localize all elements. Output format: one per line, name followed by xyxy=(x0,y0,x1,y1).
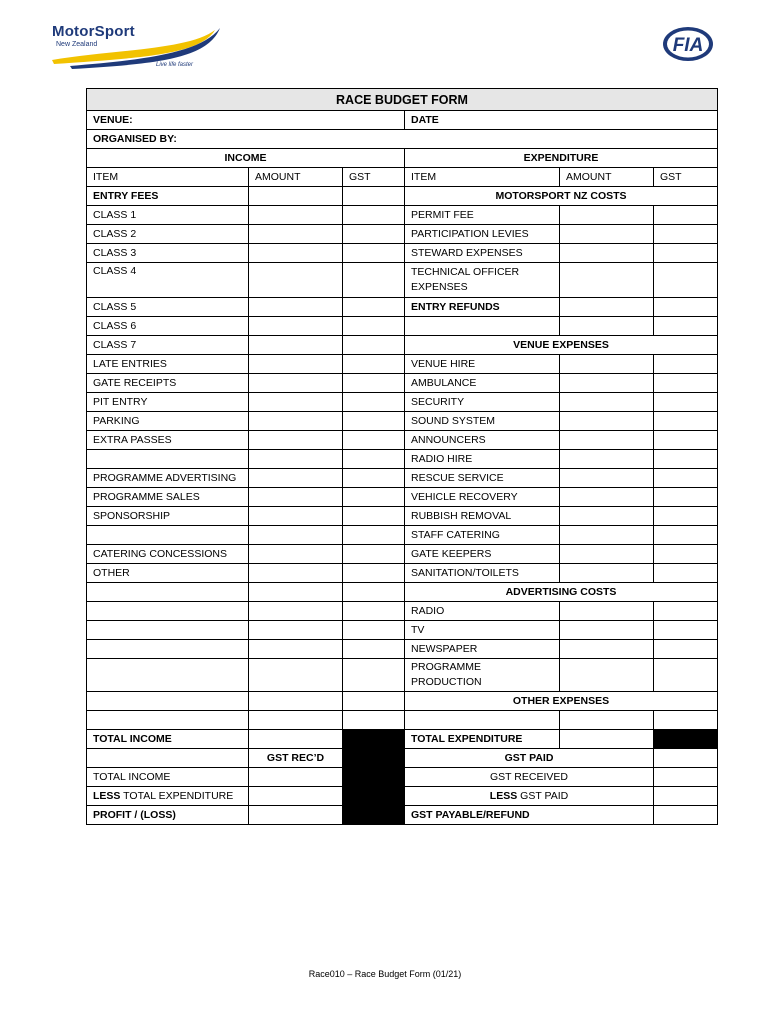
expense-item: AMBULANCE xyxy=(405,374,560,393)
blacked-out-cell xyxy=(343,749,405,768)
amount-cell[interactable] xyxy=(249,187,343,206)
income-heading: INCOME xyxy=(87,149,405,168)
gst-cell[interactable] xyxy=(343,488,405,507)
income-item-blank[interactable] xyxy=(87,692,249,711)
amount-cell[interactable] xyxy=(249,412,343,431)
amount-cell[interactable] xyxy=(249,450,343,469)
gst-cell[interactable] xyxy=(343,659,405,692)
summary-spacer xyxy=(654,749,718,768)
gst-cell[interactable] xyxy=(343,526,405,545)
amount-cell[interactable] xyxy=(560,244,654,263)
fia-logo xyxy=(662,26,714,62)
income-item: CATERING CONCESSIONS xyxy=(87,545,249,564)
gst-payable-refund-value[interactable] xyxy=(654,806,718,825)
gst-cell[interactable] xyxy=(654,317,718,336)
income-item: PARKING xyxy=(87,412,249,431)
income-item: CLASS 5 xyxy=(87,298,249,317)
expense-item: GATE KEEPERS xyxy=(405,545,560,564)
blacked-out-cell xyxy=(654,730,718,749)
motorsport-nz-costs-heading: MOTORSPORT NZ COSTS xyxy=(405,187,718,206)
expense-item: RADIO HIRE xyxy=(405,450,560,469)
gst-recd-heading: GST REC’D xyxy=(249,749,343,768)
gst-cell[interactable] xyxy=(343,545,405,564)
amount-cell[interactable] xyxy=(560,450,654,469)
profit-loss-value[interactable] xyxy=(249,806,343,825)
expense-item: TECHNICAL OFFICER EXPENSES xyxy=(405,263,560,298)
gst-cell[interactable] xyxy=(654,621,718,640)
venue-expenses-heading: VENUE EXPENSES xyxy=(405,336,718,355)
gst-cell[interactable] xyxy=(343,583,405,602)
amount-cell[interactable] xyxy=(249,583,343,602)
income-item: SPONSORSHIP xyxy=(87,507,249,526)
summary-total-income-label: TOTAL INCOME xyxy=(87,768,249,787)
total-expenditure-amount[interactable] xyxy=(560,730,654,749)
income-item: EXTRA PASSES xyxy=(87,431,249,450)
income-item: CLASS 3 xyxy=(87,244,249,263)
gst-cell[interactable] xyxy=(654,488,718,507)
amount-cell[interactable] xyxy=(249,244,343,263)
expenditure-heading: EXPENDITURE xyxy=(405,149,718,168)
gst-cell[interactable] xyxy=(343,355,405,374)
summary-spacer xyxy=(87,749,249,768)
expense-item: SECURITY xyxy=(405,393,560,412)
gst-cell[interactable] xyxy=(343,187,405,206)
blacked-out-cell xyxy=(343,806,405,825)
amount-cell[interactable] xyxy=(560,298,654,317)
gst-cell[interactable] xyxy=(343,412,405,431)
amount-cell[interactable] xyxy=(249,488,343,507)
amount-cell[interactable] xyxy=(560,431,654,450)
less-gst-paid-value[interactable] xyxy=(654,787,718,806)
gst-cell[interactable] xyxy=(343,263,405,298)
gst-cell[interactable] xyxy=(654,412,718,431)
amount-cell[interactable] xyxy=(560,564,654,583)
amount-cell[interactable] xyxy=(560,640,654,659)
amount-cell[interactable] xyxy=(249,469,343,488)
blacked-out-cell xyxy=(343,768,405,787)
amount-cell[interactable] xyxy=(560,602,654,621)
income-item: GATE RECEIPTS xyxy=(87,374,249,393)
gst-cell[interactable] xyxy=(654,469,718,488)
org-subtitle: New Zealand xyxy=(56,41,98,48)
page-header xyxy=(0,0,770,80)
gst-cell[interactable] xyxy=(343,206,405,225)
amount-cell[interactable] xyxy=(560,621,654,640)
income-item: OTHER xyxy=(87,564,249,583)
gst-cell[interactable] xyxy=(343,298,405,317)
amount-cell[interactable] xyxy=(249,692,343,711)
gst-cell[interactable] xyxy=(654,225,718,244)
advertising-costs-heading: ADVERTISING COSTS xyxy=(405,583,718,602)
amount-cell[interactable] xyxy=(249,640,343,659)
income-item: CLASS 2 xyxy=(87,225,249,244)
amount-cell[interactable] xyxy=(560,225,654,244)
page-footer: Race010 – Race Budget Form (01/21) xyxy=(308,969,462,979)
amount-cell[interactable] xyxy=(249,263,343,298)
gst-cell[interactable] xyxy=(654,374,718,393)
expense-item-blank[interactable] xyxy=(405,711,560,730)
gst-cell[interactable] xyxy=(654,263,718,298)
income-amount-header: AMOUNT xyxy=(249,168,343,187)
amount-cell[interactable] xyxy=(249,526,343,545)
expense-item: PERMIT FEE xyxy=(405,206,560,225)
expense-item: PROGRAMME PRODUCTION xyxy=(405,659,560,692)
total-income-label: TOTAL INCOME xyxy=(87,730,249,749)
entry-fees-heading: ENTRY FEES xyxy=(87,187,249,206)
expense-item: VEHICLE RECOVERY xyxy=(405,488,560,507)
blacked-out-cell xyxy=(343,787,405,806)
venue-field[interactable]: VENUE: xyxy=(87,111,405,130)
race-budget-form xyxy=(86,88,718,825)
gst-cell[interactable] xyxy=(343,621,405,640)
less-gst-paid-text: GST PAID xyxy=(520,790,569,802)
amount-cell[interactable] xyxy=(249,336,343,355)
expense-gst-header: GST xyxy=(654,168,718,187)
amount-cell[interactable] xyxy=(560,526,654,545)
amount-cell[interactable] xyxy=(249,659,343,692)
amount-cell[interactable] xyxy=(249,374,343,393)
income-item: CLASS 6 xyxy=(87,317,249,336)
gst-cell[interactable] xyxy=(654,507,718,526)
gst-cell[interactable] xyxy=(654,526,718,545)
amount-cell[interactable] xyxy=(249,545,343,564)
amount-cell[interactable] xyxy=(249,711,343,730)
income-item-blank[interactable] xyxy=(87,659,249,692)
income-item-blank[interactable] xyxy=(87,711,249,730)
gst-cell[interactable] xyxy=(343,564,405,583)
gst-cell[interactable] xyxy=(343,393,405,412)
gst-cell[interactable] xyxy=(654,711,718,730)
summary-total-income-value[interactable] xyxy=(249,768,343,787)
motorsport-nz-logo xyxy=(50,20,225,72)
amount-cell[interactable] xyxy=(560,545,654,564)
gst-received-label: GST RECEIVED xyxy=(405,768,654,787)
income-item-header: ITEM xyxy=(87,168,249,187)
blacked-out-cell xyxy=(343,730,405,749)
income-item: PROGRAMME ADVERTISING xyxy=(87,469,249,488)
gst-cell[interactable] xyxy=(343,374,405,393)
gst-cell[interactable] xyxy=(654,355,718,374)
expense-item-header: ITEM xyxy=(405,168,560,187)
gst-cell[interactable] xyxy=(343,640,405,659)
gst-cell[interactable] xyxy=(654,431,718,450)
gst-cell[interactable] xyxy=(343,431,405,450)
less-total-expenditure-text: TOTAL EXPENDITURE xyxy=(123,790,234,802)
gst-cell[interactable] xyxy=(343,317,405,336)
gst-cell[interactable] xyxy=(654,450,718,469)
expense-item: STAFF CATERING xyxy=(405,526,560,545)
gst-cell[interactable] xyxy=(343,602,405,621)
amount-cell[interactable] xyxy=(249,564,343,583)
amount-cell[interactable] xyxy=(560,206,654,225)
expense-item-blank[interactable] xyxy=(405,317,560,336)
less-word: LESS xyxy=(489,790,518,802)
income-item: CLASS 4 xyxy=(87,263,249,298)
gst-cell[interactable] xyxy=(654,545,718,564)
amount-cell[interactable] xyxy=(560,659,654,692)
less-total-expenditure-value[interactable] xyxy=(249,787,343,806)
income-item-blank[interactable] xyxy=(87,640,249,659)
less-total-expenditure-label xyxy=(87,787,249,806)
profit-loss-label: PROFIT / (LOSS) xyxy=(87,806,249,825)
income-item: CLASS 7 xyxy=(87,336,249,355)
expense-item: TV xyxy=(405,621,560,640)
amount-cell[interactable] xyxy=(249,206,343,225)
gst-cell[interactable] xyxy=(654,244,718,263)
expense-item: RADIO xyxy=(405,602,560,621)
gst-cell[interactable] xyxy=(343,450,405,469)
expense-item: ANNOUNCERS xyxy=(405,431,560,450)
gst-cell[interactable] xyxy=(343,711,405,730)
income-item: CLASS 1 xyxy=(87,206,249,225)
income-item-blank[interactable] xyxy=(87,526,249,545)
amount-cell[interactable] xyxy=(560,393,654,412)
amount-cell[interactable] xyxy=(560,488,654,507)
expense-item: NEWSPAPER xyxy=(405,640,560,659)
gst-cell[interactable] xyxy=(343,244,405,263)
expense-item: SANITATION/TOILETS xyxy=(405,564,560,583)
amount-cell[interactable] xyxy=(249,393,343,412)
total-income-amount[interactable] xyxy=(249,730,343,749)
income-item-blank[interactable] xyxy=(87,450,249,469)
less-gst-paid-label xyxy=(405,787,654,806)
amount-cell[interactable] xyxy=(560,711,654,730)
amount-cell[interactable] xyxy=(249,621,343,640)
expense-item: STEWARD EXPENSES xyxy=(405,244,560,263)
expense-item: VENUE HIRE xyxy=(405,355,560,374)
gst-cell[interactable] xyxy=(654,206,718,225)
income-item: LATE ENTRIES xyxy=(87,355,249,374)
amount-cell[interactable] xyxy=(249,225,343,244)
amount-cell[interactable] xyxy=(560,355,654,374)
income-item-blank[interactable] xyxy=(87,621,249,640)
income-gst-header: GST xyxy=(343,168,405,187)
org-name: MotorSport xyxy=(52,23,135,40)
entry-refunds-item: ENTRY REFUNDS xyxy=(405,298,560,317)
expense-item: PARTICIPATION LEVIES xyxy=(405,225,560,244)
amount-cell[interactable] xyxy=(560,412,654,431)
amount-cell[interactable] xyxy=(249,507,343,526)
amount-cell[interactable] xyxy=(249,602,343,621)
expense-amount-header: AMOUNT xyxy=(560,168,654,187)
gst-cell[interactable] xyxy=(654,564,718,583)
other-expenses-heading: OTHER EXPENSES xyxy=(405,692,718,711)
amount-cell[interactable] xyxy=(249,355,343,374)
form-title: RACE BUDGET FORM xyxy=(87,89,718,111)
date-field[interactable]: DATE xyxy=(405,111,718,130)
amount-cell[interactable] xyxy=(560,317,654,336)
gst-cell[interactable] xyxy=(654,602,718,621)
income-item: PROGRAMME SALES xyxy=(87,488,249,507)
gst-cell[interactable] xyxy=(654,298,718,317)
amount-cell[interactable] xyxy=(560,374,654,393)
less-word: LESS xyxy=(93,790,121,802)
gst-payable-refund-label: GST PAYABLE/REFUND xyxy=(405,806,654,825)
gst-received-value[interactable] xyxy=(654,768,718,787)
gst-paid-heading: GST PAID xyxy=(405,749,654,768)
amount-cell[interactable] xyxy=(249,431,343,450)
amount-cell[interactable] xyxy=(249,298,343,317)
amount-cell[interactable] xyxy=(249,317,343,336)
gst-cell[interactable] xyxy=(343,225,405,244)
org-tagline: Live life faster xyxy=(156,62,194,68)
expense-item: SOUND SYSTEM xyxy=(405,412,560,431)
gst-cell[interactable] xyxy=(343,507,405,526)
fia-logo-text: FIA xyxy=(672,35,704,56)
gst-cell[interactable] xyxy=(654,659,718,692)
income-item-blank[interactable] xyxy=(87,583,249,602)
total-expenditure-label: TOTAL EXPENDITURE xyxy=(405,730,560,749)
gst-cell[interactable] xyxy=(654,640,718,659)
gst-cell[interactable] xyxy=(654,393,718,412)
income-item: PIT ENTRY xyxy=(87,393,249,412)
amount-cell[interactable] xyxy=(560,507,654,526)
gst-cell[interactable] xyxy=(343,469,405,488)
amount-cell[interactable] xyxy=(560,263,654,298)
organised-by-field[interactable]: ORGANISED BY: xyxy=(87,130,718,149)
expense-item: RUBBISH REMOVAL xyxy=(405,507,560,526)
gst-cell[interactable] xyxy=(343,336,405,355)
amount-cell[interactable] xyxy=(560,469,654,488)
gst-cell[interactable] xyxy=(343,692,405,711)
expense-item: RESCUE SERVICE xyxy=(405,469,560,488)
income-item-blank[interactable] xyxy=(87,602,249,621)
